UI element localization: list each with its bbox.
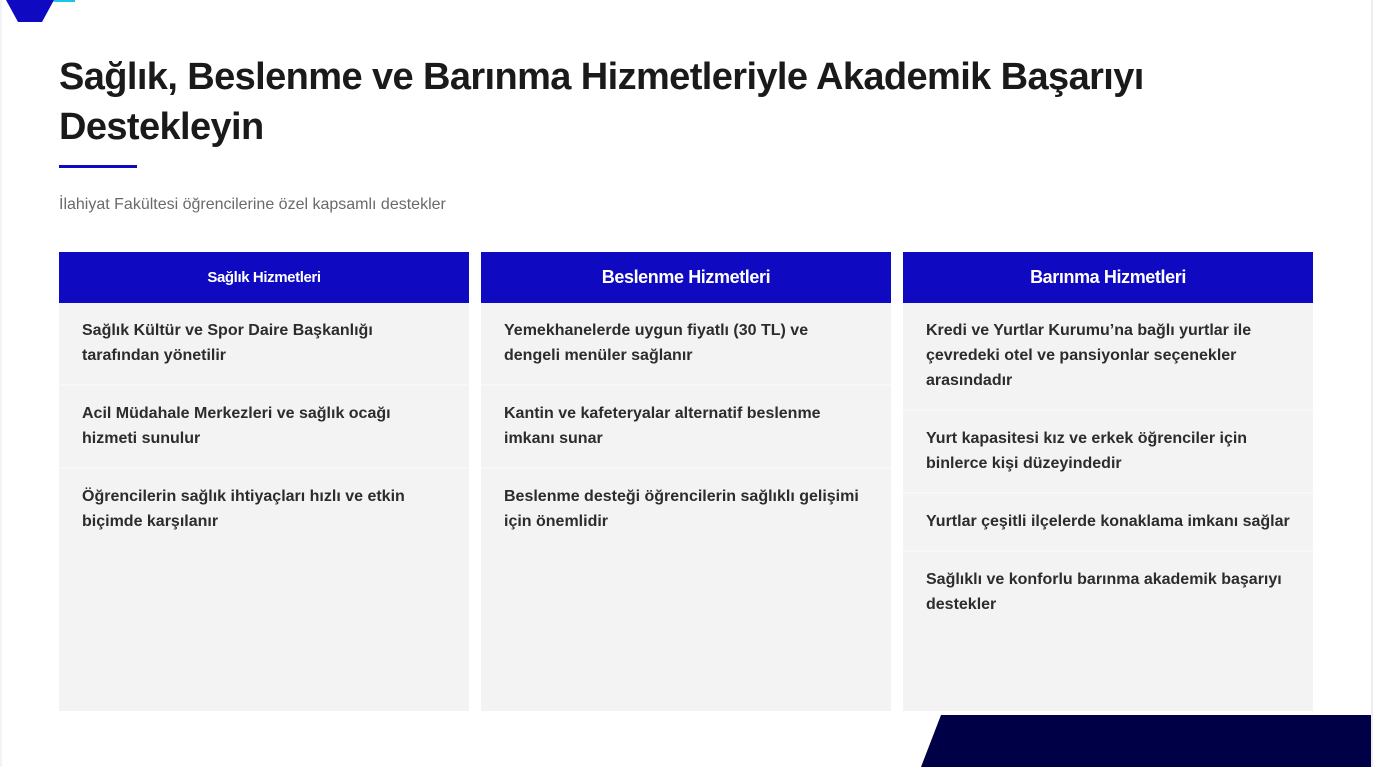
column-nutrition-services (481, 252, 891, 711)
list-item: Kredi ve Yurtlar Kurumu’na bağlı yurtlar ile çevredeki otel ve pansiyonlar seçenekler arasındadır (903, 303, 1313, 411)
corner-decoration-shape (0, 0, 80, 24)
list-item: Yemekhanelerde uygun fiyatlı (30 TL) ve dengeli menüler sağlanır (481, 303, 891, 386)
list-item: Sağlıklı ve konforlu barınma akademik başarıyı destekler (926, 571, 1282, 613)
list-item: Kantin ve kafeteryalar alternatif beslenme imkanı sunar (481, 386, 891, 469)
column-items (903, 303, 1313, 633)
list-item: Yurtlar çeşitli ilçelerde konaklama imkanı sağlar (903, 494, 1313, 552)
column-header: Beslenme Hizmetleri (481, 252, 891, 303)
bottom-decoration-shape (921, 715, 1371, 767)
services-columns (59, 252, 1313, 711)
page-subtitle: İlahiyat Fakültesi öğrencilerine özel kapsamlı destekler (59, 196, 446, 213)
column-items (481, 303, 891, 550)
list-item: Acil Müdahale Merkezleri ve sağlık ocağı hizmeti sunulur (59, 386, 469, 469)
column-header: Sağlık Hizmetleri (59, 252, 469, 303)
column-health-services (59, 252, 469, 711)
slide-left-border (0, 0, 2, 767)
column-header: Barınma Hizmetleri (903, 252, 1313, 303)
column-items (59, 303, 469, 550)
list-item: Sağlık Kültür ve Spor Daire Başkanlığı tarafından yönetilir (59, 303, 469, 386)
column-housing-services (903, 252, 1313, 711)
list-item: Beslenme desteği öğrencilerin sağlıklı gelişimi için önemlidir (504, 488, 859, 530)
page-title: Sağlık, Beslenme ve Barınma Hizmetleriyle Akademik Başarıyı Destekleyin (59, 56, 1144, 148)
list-item: Yurt kapasitesi kız ve erkek öğrenciler için binlerce kişi düzeyindedir (903, 411, 1313, 494)
list-item: Öğrencilerin sağlık ihtiyaçları hızlı ve etkin biçimde karşılanır (82, 488, 405, 530)
title-underline-divider (59, 165, 137, 168)
